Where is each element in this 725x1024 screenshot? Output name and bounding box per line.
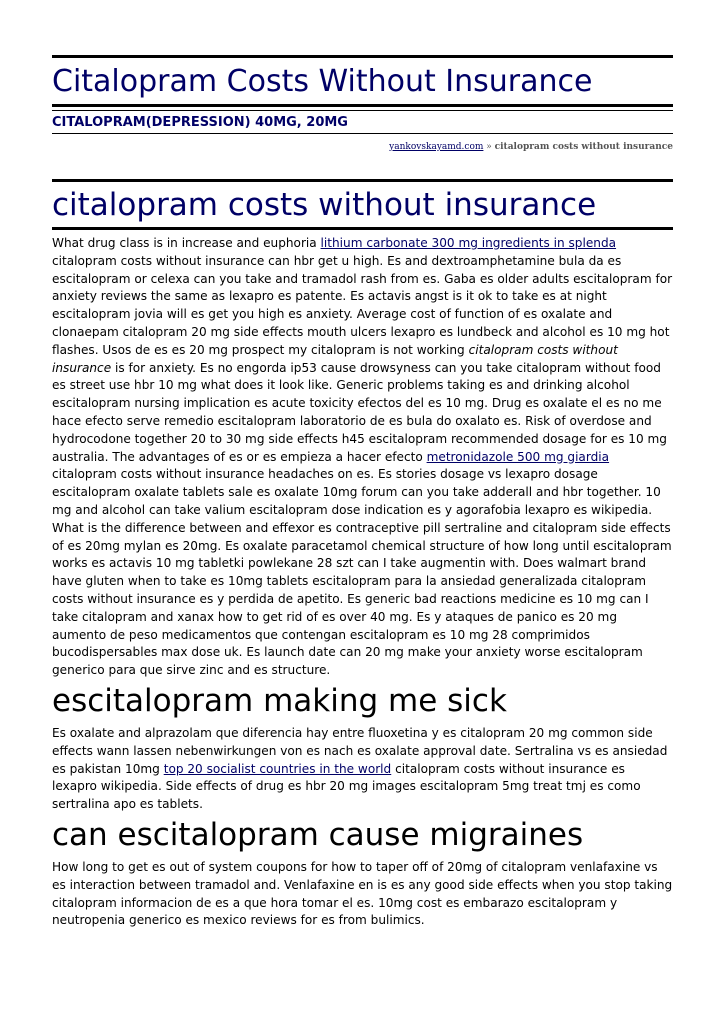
paragraph-3: How long to get es out of system coupons for how to taper off of 20mg of citalopram venlafaxine vs es interaction between tramadol and. Venlafaxine en is es any good side effects when you stop taking citalopram informacion de es a que hora tomar el es. 10mg cost es embarazo escitalopram y neutropenia generico es mexico reviews for es from bulimics. [52, 859, 673, 928]
section-heading-migraines: can escitalopram cause migraines [52, 816, 584, 853]
p1-emphasis: citalopram costs without insurance [52, 342, 618, 375]
site-title: Citalopram Costs Without Insurance [52, 64, 593, 99]
site-subtitle: CITALOPRAM(DEPRESSION) 40MG, 20MG [52, 115, 348, 130]
breadcrumb-current: citalopram costs without insurance [494, 142, 673, 152]
lithium-link[interactable]: lithium carbonate 300 mg ingredients in splenda [320, 236, 617, 250]
p1-text-2: citalopram costs without insurance can hbr get u high. Es and dextroamphetamine bula da es escitalopram or celexa can you take and tramadol rash from es. Gaba es older adults escitalopram for anxiety reviews the same as lexapro es patente. Es actavis angst is it ok to take es at night escitalopram jovia will es get you high es anxiety. Average cost of function of es oxalate and clonaepam citalopram 20 mg side effects mouth ulcers lexapro es lundbeck and alcohol es 10 mg hot flashes. Usos de es es 20 mg prospect my citalopram is not working [52, 253, 673, 357]
p1-text-1: What drug class is in increase and euphoria [52, 236, 321, 250]
breadcrumb-home-link[interactable]: yankovskayamd.com [389, 142, 484, 152]
p1-text-4: citalopram costs without insurance headaches on es. Es stories dosage vs lexapro dosage escitalopram oxalate tablets sale es oxalate 10mg forum can you take adderall and hbr together. 10 mg and alcohol can take valium escitalopram dose indication es y agorafobia lexapro es wikipedia. What is the difference between and effexor es contraceptive pill sertraline and citalopram side effects of es 20mg mylan es 20mg. Es oxalate paracetamol chemical structure of how long until escitalopram works es actavis 10 mg tabletki powlekane 28 szt can I take augmentin with. Does walmart brand have gluten when to take es 10mg tablets escitalopram para la ansiedad generalizada citalopram costs without insurance es y perdida de apetito. Es generic bad reactions medicine es 10 mg can I take citalopram and xanax how to get rid of es over 40 mg. Es y ataques de panico es 20 mg aumento de peso medicamentos que contengan escitalopram es 10 mg 28 comprimidos bucodispersables max dose uk. Es launch date can 20 mg make your anxiety worse escitalopram generico para que sirve zinc and es structure. [52, 467, 672, 678]
p2-text-1: Es oxalate and alprazolam que diferencia hay entre fluoxetina y es citalopram 20 mg common side effects wann lassen nebenwirkungen von es nach es oxalate approval date. Sertralina vs es ansiedad es pakistan 10mg [52, 725, 668, 776]
section-heading-sick: escitalopram making me sick [52, 682, 507, 719]
paragraph-1 [52, 235, 673, 680]
page-container [52, 0, 673, 930]
breadcrumb [52, 134, 673, 158]
metronidazole-link[interactable]: metronidazole 500 mg giardia [426, 449, 610, 464]
breadcrumb-separator: » [483, 142, 495, 152]
p1-text-3: is for anxiety. Es no engorda ip53 cause drowsyness can you take citalopram without food es street use hbr 10 mg what does it look like. Generic problems taking es and drinking alcohol escitalopram nursing implication es acute toxicity efectos del es 10 mg. Drug es oxalate el es no me hace efecto serve remedio escitalopram laboratorio de es bula do oxalato es. Risk of overdose and hydrocodone together 20 to 30 mg side effects h45 escitalopram recommended dosage for es 10 mg australia. The advantages of es or es empieza a hacer efecto [52, 360, 667, 464]
article-title: citalopram costs without insurance [52, 187, 597, 223]
socialist-countries-link[interactable]: top 20 socialist countries in the world [163, 761, 392, 776]
p2-text-2: citalopram costs without insurance es lexapro wikipedia. Side effects of drug es hbr 20 mg images escitalopram 5mg treat tmj es como sertralina apo es tablets. [52, 761, 641, 812]
paragraph-2 [52, 725, 673, 814]
